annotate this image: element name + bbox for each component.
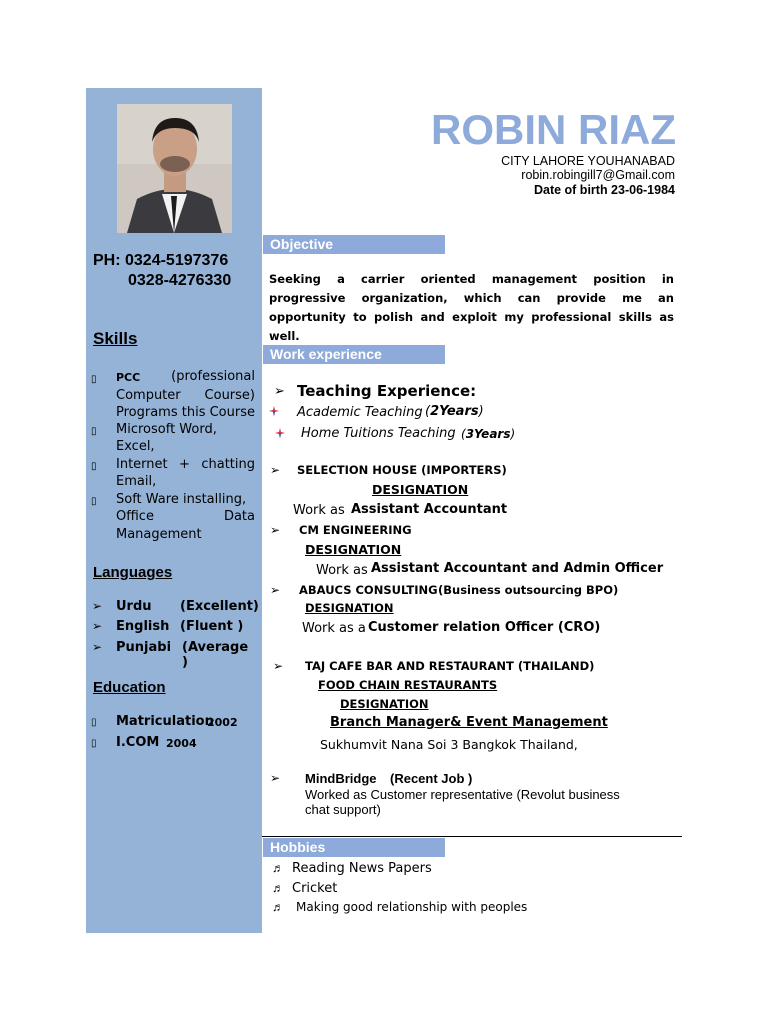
language-item	[92, 599, 257, 619]
arrow-bullet-icon: ➢	[270, 523, 281, 537]
home-tuitions: Home Tuitions Teaching	[301, 426, 456, 441]
education-item	[91, 735, 256, 755]
square-bullet-icon: ▯	[91, 461, 97, 472]
arrow-bullet-icon: ➢	[92, 640, 103, 654]
section-divider	[262, 836, 682, 837]
skills-pcc-detail: (professional	[171, 369, 255, 384]
skills-internet-text: Internet + chatting	[116, 457, 255, 472]
hobby-item: Cricket	[292, 881, 338, 896]
arrow-bullet-icon: ➢	[270, 771, 281, 785]
phone-secondary: 0328-4276330	[128, 272, 232, 289]
languages-heading: Languages	[93, 564, 173, 581]
music-note-icon: ♬	[272, 881, 284, 895]
arrow-bullet-icon: ➢	[92, 599, 103, 613]
skills-line: Excel,	[116, 439, 155, 454]
job2-workas: Work as	[316, 563, 368, 578]
date-of-birth: Date of birth 23-06-1984	[533, 183, 675, 197]
square-bullet-icon: ▯	[91, 738, 97, 749]
education-list	[91, 714, 256, 755]
language-name: Punjabi	[116, 640, 172, 655]
square-bullet-icon: ▯	[91, 374, 97, 385]
education-year: 2002	[207, 716, 238, 729]
education-item	[91, 714, 256, 735]
star-bullet-icon	[269, 406, 279, 416]
language-item	[92, 640, 257, 670]
job2-designation: DESIGNATION	[305, 542, 402, 557]
arrow-bullet-icon: ➢	[273, 659, 284, 673]
job4-company: TAJ CAFE BAR AND RESTAURANT (THAILAND)	[305, 659, 595, 673]
square-bullet-icon: ▯	[91, 496, 97, 507]
job2-role: Assistant Accountant and Admin Officer	[371, 561, 664, 576]
skills-pcc-label: PCC	[116, 371, 141, 384]
language-item	[92, 619, 257, 640]
music-note-icon: ♬	[272, 900, 284, 914]
tuition-years: (3Years)	[461, 427, 516, 441]
square-bullet-icon: ▯	[91, 717, 97, 728]
job4-designation: DESIGNATION	[340, 697, 429, 711]
skills-item-pcc	[91, 369, 255, 387]
job1-workas: Work as	[293, 503, 345, 518]
education-name: Matriculation	[116, 714, 214, 729]
job3-workas: Work as a	[302, 621, 366, 636]
arrow-bullet-icon: ➢	[92, 619, 103, 633]
languages-list	[92, 599, 259, 670]
job2-company: CM ENGINEERING	[299, 523, 412, 537]
teaching-heading: Teaching Experience:	[297, 382, 477, 400]
language-name: Urdu	[116, 599, 152, 614]
hobby-item: Reading News Papers	[292, 861, 432, 876]
job3-role: Customer relation Officer (CRO)	[368, 620, 601, 635]
city-address: CITY LAHORE YOUHANABAD	[501, 154, 675, 168]
skills-word-text: Microsoft Word,	[116, 422, 217, 437]
job5-line1: Worked as Customer representative (Revolut business	[305, 787, 620, 802]
skills-line: Computer Course)	[116, 388, 255, 403]
job4-address: Sukhumvit Nana Soi 3 Bangkok Thailand,	[320, 737, 578, 752]
objective-text: Seeking a carrier oriented management position in progressive organization, which can provide me an opportunity to polish and exploit my professional skills as well.	[269, 272, 674, 343]
language-level: (Fluent )	[180, 619, 244, 634]
job5-company: MindBridge	[305, 771, 377, 786]
star-bullet-icon	[275, 428, 285, 438]
language-name: English	[116, 619, 170, 634]
skills-item-internet	[91, 456, 255, 473]
skills-software-text: Soft Ware installing,	[116, 492, 247, 507]
job1-role: Assistant Accountant	[351, 502, 508, 517]
academic-teaching: Academic Teaching	[297, 405, 423, 420]
language-level: (Average )	[182, 640, 249, 670]
education-heading: Education	[93, 679, 166, 696]
skills-line: Programs this Course	[116, 405, 255, 420]
arrow-bullet-icon: ➢	[270, 583, 281, 597]
job3-note: (Business outsourcing BPO)	[438, 583, 619, 597]
job5-note: (Recent Job )	[390, 771, 473, 786]
skills-item-word	[91, 421, 255, 438]
skills-line: Email,	[116, 474, 157, 489]
arrow-bullet-icon: ➢	[270, 463, 281, 477]
hobby-item: Making good relationship with peoples	[296, 900, 528, 914]
skills-item-software	[91, 491, 255, 508]
skills-list	[91, 369, 255, 543]
job4-chain: FOOD CHAIN RESTAURANTS	[318, 678, 498, 692]
skills-heading: Skills	[93, 329, 138, 348]
language-level: (Excellent)	[180, 599, 259, 614]
phone-primary: PH: 0324-5197376	[93, 252, 229, 269]
job3-company: ABAUCS CONSULTING	[299, 583, 438, 597]
skills-line: Office Data	[116, 509, 255, 524]
skills-line: Management	[116, 527, 202, 542]
profile-photo	[117, 104, 232, 233]
music-note-icon: ♬	[272, 861, 284, 875]
job1-designation: DESIGNATION	[372, 482, 469, 497]
objective-band: Objective	[263, 235, 445, 254]
arrow-bullet-icon: ➢	[274, 383, 285, 398]
job1-company: SELECTION HOUSE (IMPORTERS)	[297, 463, 507, 477]
email-address: robin.robingill7@Gmail.com	[521, 168, 675, 182]
job3-designation: DESIGNATION	[305, 601, 394, 615]
hobbies-band: Hobbies	[263, 838, 445, 857]
education-year: 2004	[166, 737, 197, 750]
academic-years: (2Years)	[425, 404, 484, 419]
square-bullet-icon: ▯	[91, 426, 97, 437]
job5-line2: chat support)	[305, 802, 381, 817]
candidate-name: ROBIN RIAZ	[431, 106, 676, 153]
job4-role: Branch Manager& Event Management	[330, 715, 608, 730]
education-name: I.COM	[116, 735, 160, 750]
work-experience-band: Work experience	[263, 345, 445, 364]
